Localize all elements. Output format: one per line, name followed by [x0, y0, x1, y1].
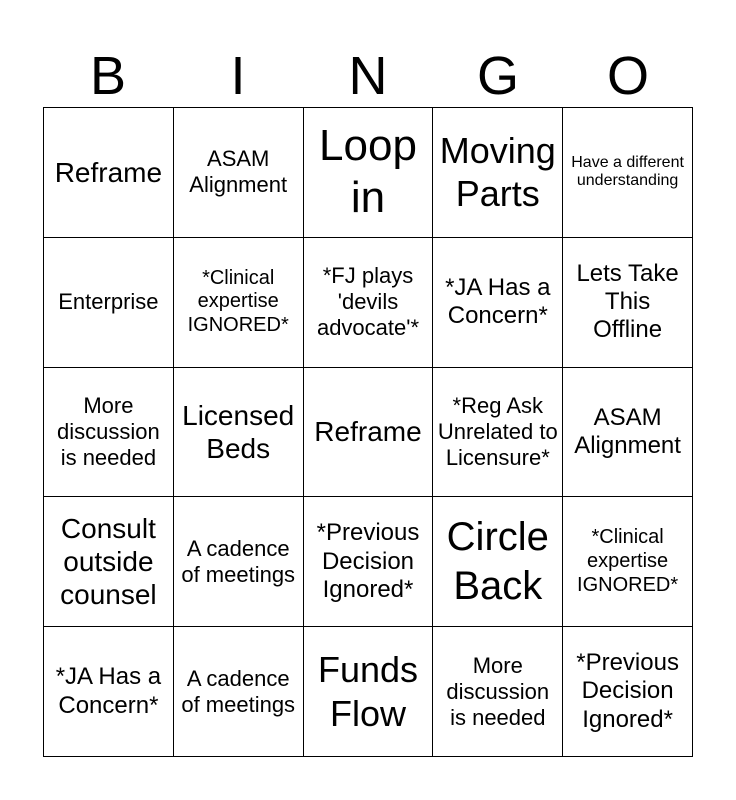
bingo-cell[interactable]: [44, 627, 174, 757]
cell-text: Circle Back: [446, 514, 549, 608]
bingo-cell[interactable]: [304, 238, 434, 368]
bingo-cell[interactable]: [433, 627, 563, 757]
header-letter-g: G: [476, 46, 519, 106]
cell-text: *JA Has a Concern*: [55, 663, 162, 719]
bingo-cell[interactable]: [174, 627, 304, 757]
cell-text: Reframe: [314, 416, 422, 448]
bingo-cell[interactable]: [433, 497, 563, 627]
bingo-cell[interactable]: [44, 238, 174, 368]
bingo-cell[interactable]: [174, 108, 304, 238]
bingo-cell[interactable]: [44, 368, 174, 498]
cell-text: *Clinical expertise IGNORED*: [577, 526, 679, 596]
bingo-cell[interactable]: [433, 238, 563, 368]
cell-text: *Reg Ask Unrelated to Licensure*: [437, 393, 558, 470]
header-letter-b: B: [89, 46, 127, 106]
bingo-cell[interactable]: [433, 108, 563, 238]
header-letter-o: O: [606, 46, 649, 106]
cell-text: Funds Flow: [317, 649, 419, 734]
cell-text: Lets Take This Offline: [576, 259, 679, 344]
header-letter-i: I: [230, 46, 246, 106]
cell-text: *Previous Decision Ignored*: [576, 649, 679, 733]
bingo-cell[interactable]: [174, 497, 304, 627]
bingo-cell[interactable]: [304, 368, 434, 498]
bingo-cell[interactable]: [304, 627, 434, 757]
cell-text: More discussion is needed: [446, 652, 550, 730]
cell-text: Have a different understanding: [571, 153, 684, 190]
cell-text: *Previous Decision Ignored*: [316, 519, 420, 603]
cell-text: Reframe: [54, 156, 163, 188]
cell-text: Moving Parts: [439, 130, 556, 215]
bingo-cell[interactable]: [563, 238, 693, 368]
bingo-cell[interactable]: [563, 108, 693, 238]
bingo-cell[interactable]: [174, 368, 304, 498]
cell-text: ASAM Alignment: [574, 403, 681, 459]
bingo-cell[interactable]: [174, 238, 304, 368]
bingo-board: [43, 107, 693, 757]
cell-text: Enterprise: [58, 289, 159, 315]
header-letter-n: N: [348, 46, 388, 106]
bingo-cell[interactable]: [563, 627, 693, 757]
cell-text: *Clinical expertise IGNORED*: [187, 266, 289, 336]
bingo-cell[interactable]: [304, 497, 434, 627]
cell-text: Loop in: [319, 120, 417, 223]
cell-text: A cadence of meetings: [181, 535, 296, 587]
bingo-cell[interactable]: [563, 368, 693, 498]
cell-text: *JA Has a Concern*: [445, 273, 551, 330]
cell-text: ASAM Alignment: [189, 146, 288, 198]
cell-text: *FJ plays 'devils advocate'*: [316, 263, 420, 341]
bingo-cell[interactable]: [304, 108, 434, 238]
bingo-cell[interactable]: [563, 497, 693, 627]
bingo-cell[interactable]: [44, 497, 174, 627]
cell-text: Consult outside counsel: [60, 513, 157, 611]
bingo-header: [43, 46, 693, 106]
bingo-cell[interactable]: [44, 108, 174, 238]
bingo-cell[interactable]: [433, 368, 563, 498]
cell-text: Licensed Beds: [182, 399, 295, 464]
cell-text: A cadence of meetings: [181, 665, 296, 717]
cell-text: More discussion is needed: [57, 393, 160, 470]
